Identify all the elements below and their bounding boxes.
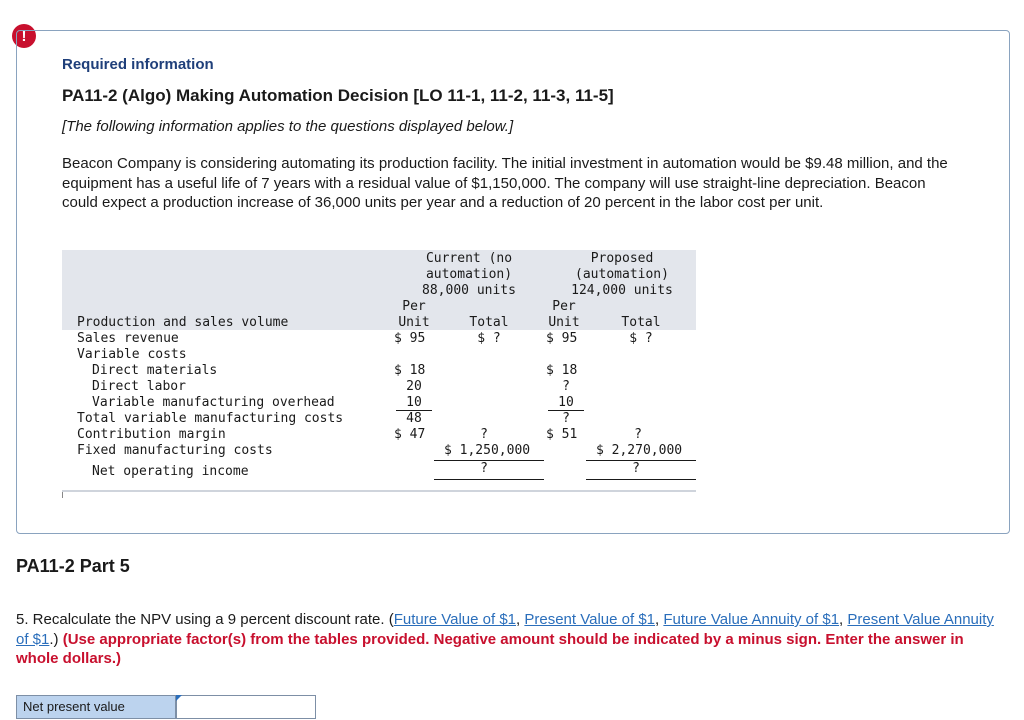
row-fixed-label: Fixed manufacturing costs (77, 443, 273, 458)
problem-title: PA11-2 (Algo) Making Automation Decision [LO 11-1, 11-2, 11-3, 11-5] (62, 86, 614, 105)
pro-total-fixed: $ 2,270,000 (596, 443, 683, 458)
row-labor-label: Direct labor (92, 379, 186, 394)
pro-unit-total-variable: ? (562, 411, 570, 426)
cur-total-cm: ? (480, 427, 488, 442)
pro-unit-cm: $ 51 (546, 427, 578, 442)
current-unit-label: Unit (398, 315, 430, 330)
npv-label: Net present value (16, 695, 176, 719)
question-prompt: 5. Recalculate the NPV using a 9 percent discount rate. ( (16, 611, 394, 628)
cur-total-noi: ? (480, 461, 488, 476)
cur-total-underline (434, 479, 544, 480)
pro-total-noi: ? (632, 461, 640, 476)
row-cm-label: Contribution margin (77, 427, 226, 442)
pro-unit-overhead: 10 (558, 395, 574, 410)
row-materials-label: Direct materials (92, 363, 218, 378)
required-information-heading: Required information (62, 56, 214, 73)
problem-description: Beacon Company is considering automating its production facility. The initial investment in automation would be $9.48 million, and the equipment has a useful life of 7 years with a residual value of $1,150,000. The company will use straight-line depreciation. Beacon could expect a production increase of 36,000 units per year and a reduction of 20 percent in the labor cost per unit. (62, 155, 948, 211)
present-value-annuity-link[interactable]: Present Value Annuity of $1 (16, 611, 994, 648)
pro-unit-labor: ? (562, 379, 570, 394)
current-per-label: Per (402, 299, 426, 314)
present-value-link[interactable]: Present Value of $1 (524, 611, 656, 628)
cur-unit-materials: $ 18 (394, 363, 426, 378)
pro-unit-revenue: $ 95 (546, 331, 578, 346)
row-overhead-label: Variable manufacturing overhead (92, 395, 335, 410)
npv-input[interactable] (176, 695, 316, 719)
current-header-line3: 88,000 units (422, 283, 516, 298)
row-revenue-label: Sales revenue (77, 331, 179, 346)
cur-unit-revenue: $ 95 (394, 331, 426, 346)
pro-total-underline (586, 479, 696, 480)
question-instruction: (Use appropriate factor(s) from the tables provided. Negative amount should be indicated by a minus sign. Enter the answer in whole dollars.) (16, 630, 964, 667)
pro-total-cm: ? (634, 427, 642, 442)
proposed-unit-label: Unit (548, 315, 580, 330)
pro-total-revenue: $ ? (629, 331, 653, 346)
future-value-annuity-link[interactable]: Future Value Annuity of $1 (663, 611, 840, 628)
cur-total-revenue: $ ? (477, 331, 501, 346)
proposed-total-label: Total (621, 315, 661, 330)
table-bottom-border (62, 490, 696, 492)
row-total-variable-label: Total variable manufacturing costs (77, 411, 344, 426)
pro-unit-materials: $ 18 (546, 363, 578, 378)
future-value-link[interactable]: Future Value of $1 (393, 611, 517, 628)
row-volume-label: Production and sales volume (77, 315, 289, 330)
cur-unit-cm: $ 47 (394, 427, 426, 442)
proposed-header-line3: 124,000 units (571, 283, 673, 298)
question-text (16, 610, 1001, 669)
current-header-line2: automation) (425, 267, 513, 282)
proposed-header-line1: Proposed (590, 251, 654, 266)
row-variable-label: Variable costs (77, 347, 187, 362)
part-title: PA11-2 Part 5 (16, 556, 130, 576)
proposed-per-label: Per (552, 299, 576, 314)
info-note: [The following information applies to the questions displayed below.] (62, 118, 514, 135)
input-flag-icon (176, 695, 182, 701)
cur-unit-labor: 20 (406, 379, 422, 394)
current-header-line1: Current (no (425, 251, 513, 266)
current-total-label: Total (469, 315, 509, 330)
cur-unit-total-variable: 48 (406, 411, 422, 426)
sep-3: , (839, 611, 848, 628)
question-close: .) (49, 630, 63, 648)
cur-total-fixed: $ 1,250,000 (444, 443, 531, 458)
income-statement-table (62, 250, 696, 496)
sep-2: , (655, 611, 664, 628)
alert-icon: ! (12, 24, 36, 48)
sep-1: , (516, 611, 525, 628)
proposed-header-line2: (automation) (575, 267, 669, 282)
row-noi-label: Net operating income (92, 464, 249, 479)
cur-unit-overhead: 10 (406, 395, 422, 410)
